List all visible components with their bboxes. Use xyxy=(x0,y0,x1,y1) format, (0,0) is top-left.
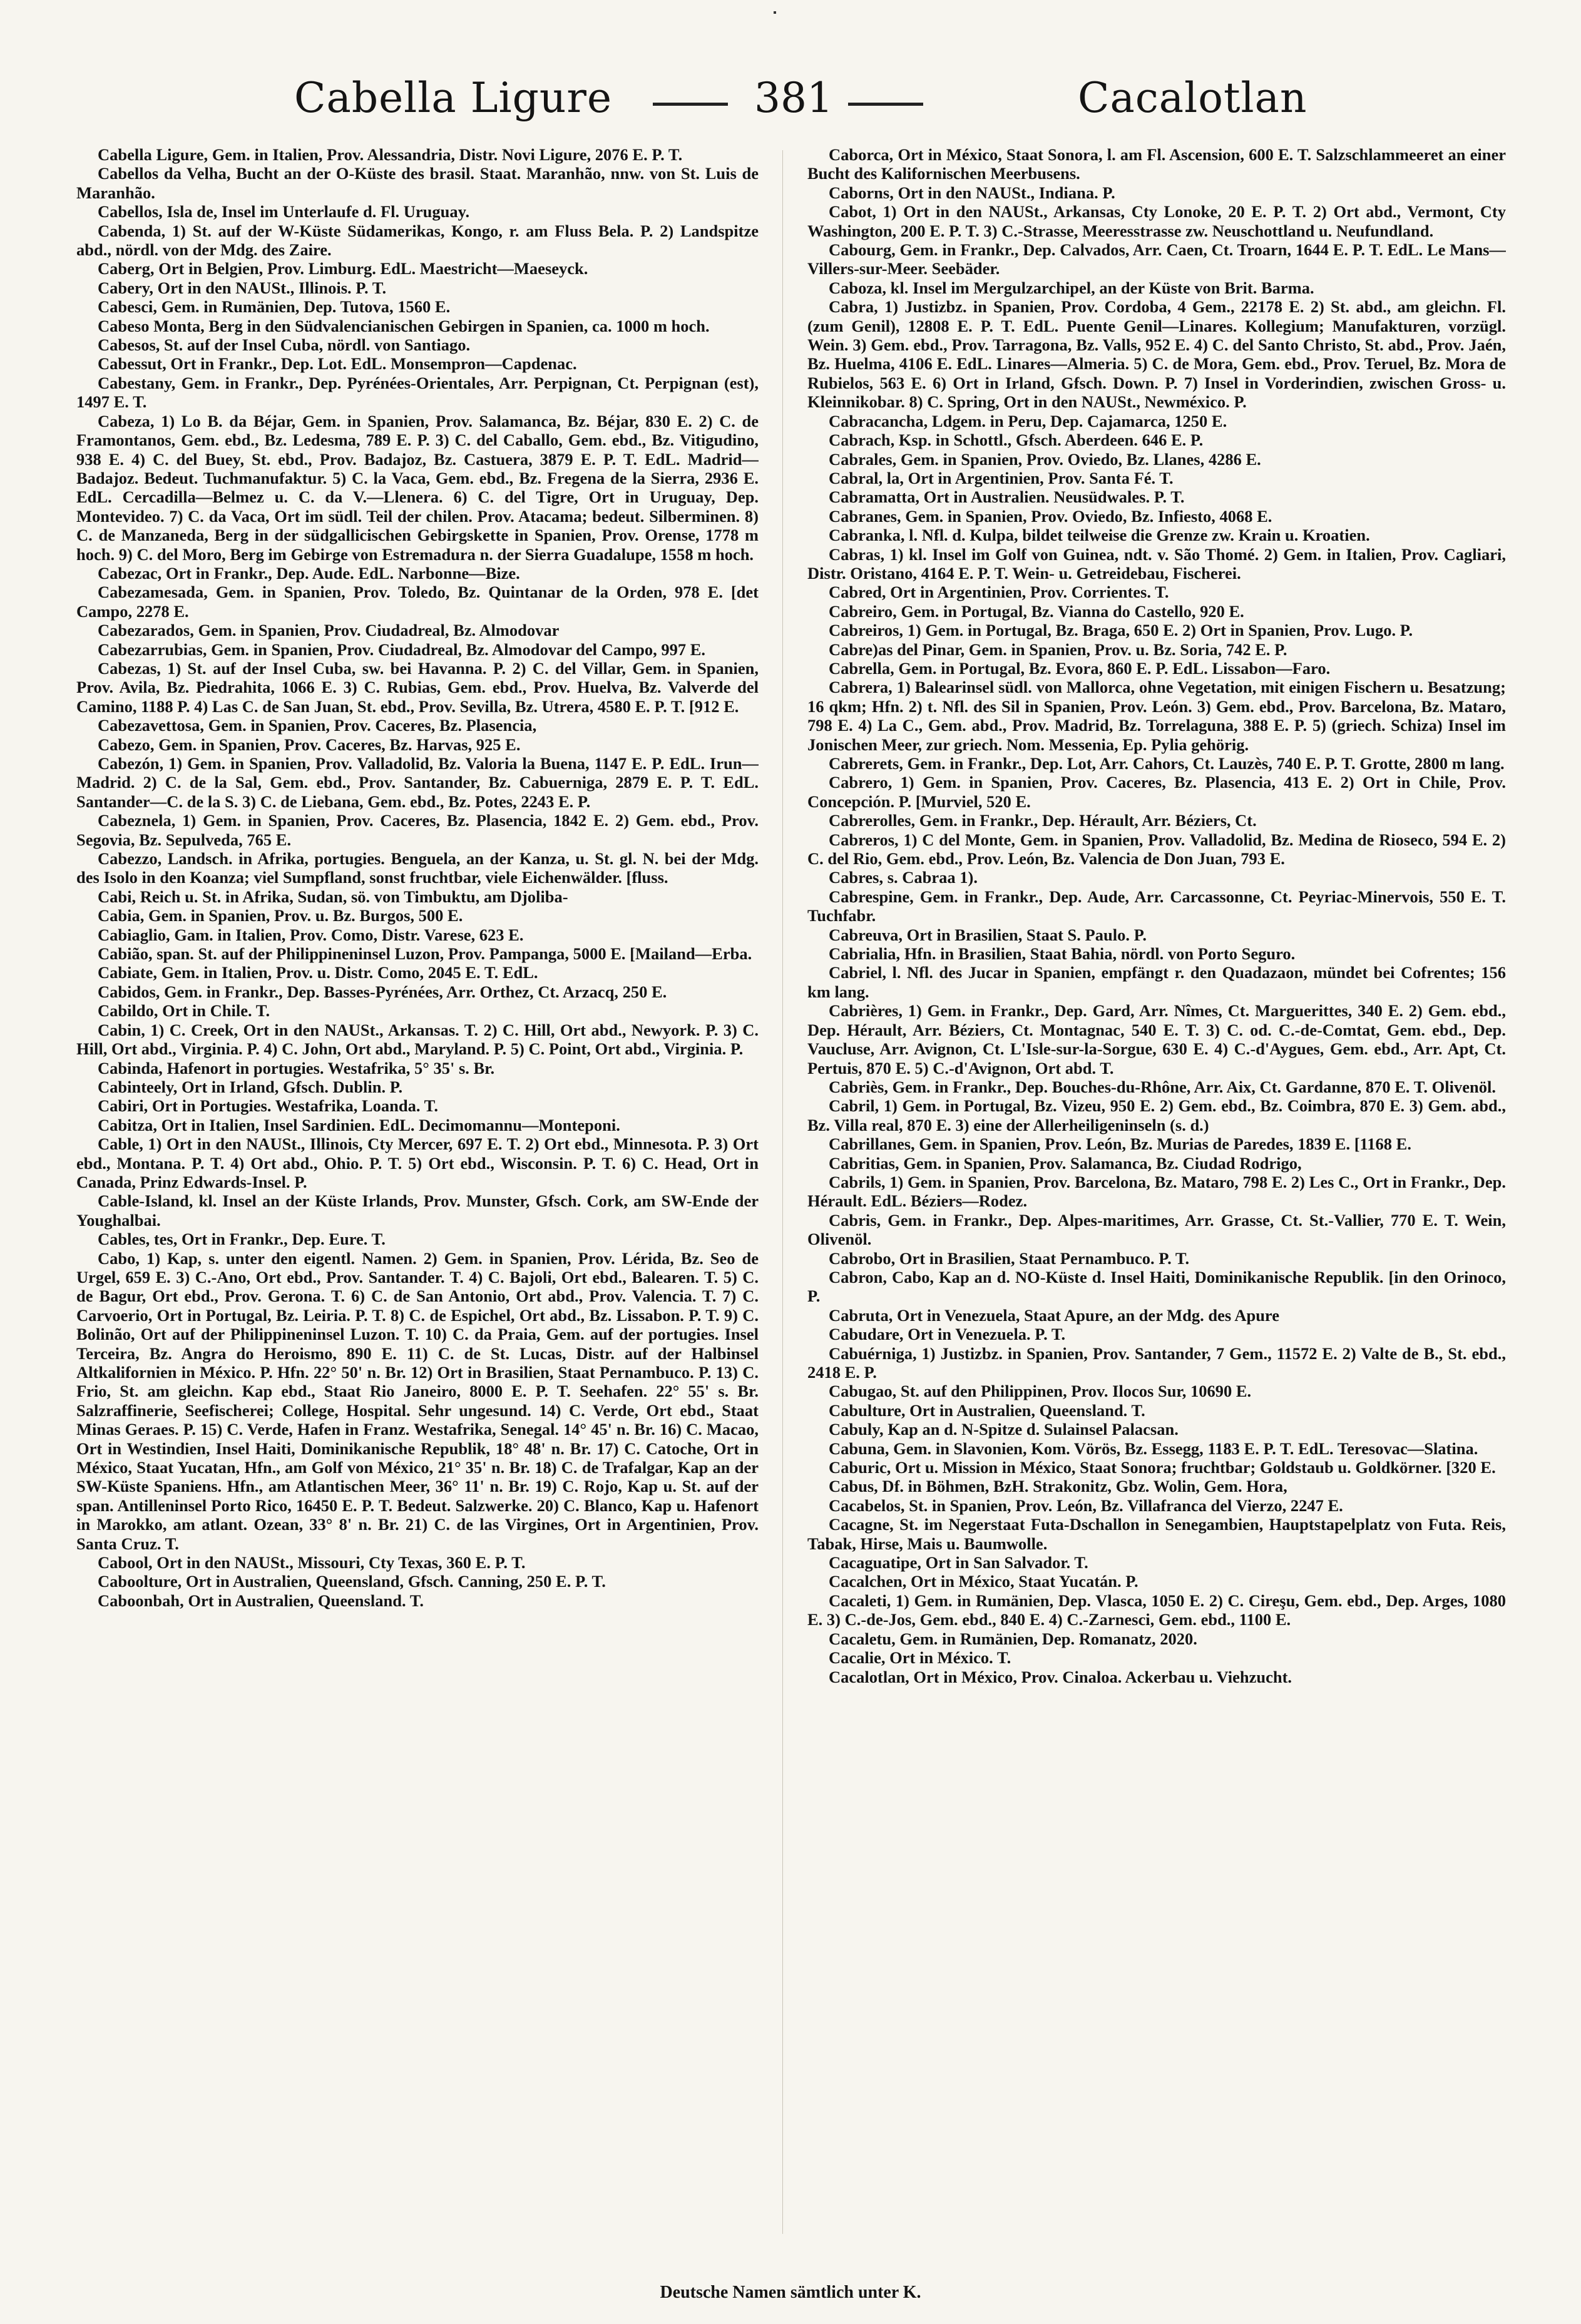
dictionary-entry: Cabool, Ort in den NAUSt., Missouri, Cty Texas, 360 E. P. T. xyxy=(98,1553,526,1572)
dictionary-entry: Cabris, Gem. in Frankr., Dep. Alpes-maritimes, Arr. Grasse, Ct. St.-Vallier, 770 E. T. Wein, Olivenöl. xyxy=(807,1210,1506,1249)
header-dash-right xyxy=(848,103,923,106)
dictionary-entry: Cabres, s. Cabraa 1). xyxy=(829,868,978,887)
dictionary-entry: Cabriès, Gem. in Frankr., Dep. Bouches-du-Rhône, Arr. Aix, Ct. Gardanne, 870 E. T. Olivenöl. xyxy=(829,1077,1496,1096)
dictionary-entry: Cabruta, Ort in Venezuela, Staat Apure, an der Mdg. des Apure xyxy=(829,1305,1279,1325)
dictionary-entry: Cable, 1) Ort in den NAUSt., Illinois, Cty Mercer, 697 E. T. 2) Ort ebd., Minnesota. P. 3) Ort ebd., Montana. P. T. 4) Ort abd., Ohio. P. T. 5) Ort ebd., Wisconsin. P. T. 6) C. Head, Ort in Canada, Prinz Edwards-Insel. P. xyxy=(76,1134,759,1191)
dictionary-entry: Cabezac, Ort in Frankr., Dep. Aude. EdL. Narbonne—Bize. xyxy=(98,563,520,583)
header-right-title: Cacalotlan xyxy=(1078,74,1307,122)
dictionary-entry: Cacaleti, 1) Gem. in Rumänien, Dep. Vlasca, 1050 E. 2) C. Cireşu, Gem. ebd., Dep. Arges, 1080 E. 3) C.-de-Jos, Gem. ebd., 840 E. 4) C.-Zarnesci, Gem. ebd., 1100 E. xyxy=(807,1591,1506,1629)
dictionary-entry: Cabi, Reich u. St. in Afrika, Sudan, sö. von Timbuktu, am Djoliba- xyxy=(98,887,568,906)
dictionary-entry: Caboonbah, Ort in Australien, Queensland. T. xyxy=(98,1591,424,1610)
dictionary-entry: Cacaletu, Gem. in Rumänien, Dep. Romanatz, 2020. xyxy=(829,1629,1197,1648)
dictionary-entry: Cabreiros, 1) Gem. in Portugal, Bz. Braga, 650 E. 2) Ort in Spanien, Prov. Lugo. P. xyxy=(829,621,1413,640)
dictionary-entry: Cabeso Monta, Berg in den Südvalencianischen Gebirgen in Spanien, ca. 1000 m hoch. xyxy=(98,316,710,335)
dictionary-entry: Caborca, Ort in México, Staat Sonora, l. am Fl. Ascension, 600 E. T. Salzschlammeeret an einer Bucht des Kalifornischen Meerbusens. xyxy=(807,145,1506,183)
column-divider xyxy=(782,150,783,2234)
dictionary-entry: Cabuly, Kap an d. N-Spitze d. Sulainsel Palacsan. xyxy=(829,1420,1179,1439)
dictionary-entry: Cacaguatipe, Ort in San Salvador. T. xyxy=(829,1553,1088,1572)
dictionary-entry: Cabesos, St. auf der Insel Cuba, nördl. von Santiago. xyxy=(98,335,471,355)
dictionary-entry: Cabo, 1) Kap, s. unter den eigentl. Namen. 2) Gem. in Spanien, Prov. Lérida, Bz. Seo de Urgel, 659 E. 3) C.-Ano, Ort ebd., Prov. Santander. T. 4) C. Bajoli, Ort ebd., Balearen. T. 5) C. de Bagur, Ort ebd., Prov. Gerona. T. 6) C. de San Antonio, Ort abd., Prov. Valencia. T. 7) C. Carvoerio, Ort in Portugal, Bz. Leiria. P. T. 8) C. de Espichel, Ort abd., Bz. Lissabon. P. T. 9) C. Bolinão, Ort auf der Philippineninsel Luzon. T. 10) C. da Praia, Gem. auf der portugies. Insel Terceira, Bz. Angra do Heroismo, 890 E. 11) C. de St. Lucas, Distr. auf der Halbinsel Altkalifornien in México. P. Hfn. 22° 50' n. Br. 12) Ort in Brasilien, Staat Pernambuco. P. 13) C. Frio, St. am gleichn. Kap ebd., Staat Rio Janeiro, 8000 E. P. T. Seehafen. 22° 55' s. Br. Salzraffinerie, Seefischerei; College, Hospital. Sehr ungesund. 14) C. Verde, Ort ebd., Staat Minas Geraes. P. 15) C. Verde, Hafen in Franz. Westafrika, Senegal. 14° 45' n. Br. 16) C. Macao, Ort in Westindien, Insel Haiti, Dominikanische Republik, 18° 48' n. Br. 17) C. Catoche, Ort in México, Staat Yucatan, Hfn., am Golf von México, 21° 35' n. Br. 18) C. de Trafalgar, Kap an der SW-Küste Spaniens. Hfn., am Atlantischen Meer, 36° 11' n. Br. 19) C. Rojo, Kap u. St. auf der span. Antilleninsel Porto Rico, 16450 E. P. T. Bedeut. Salzwerke. 20) C. Blanco, Kap u. Hafenort in Marokko, am atlant. Ozean, 33° 8' n. Br. 21) C. de las Virgines, Ort in Argentinien, Prov. Santa Cruz. T. xyxy=(76,1248,759,1553)
dictionary-entry: Caberg, Ort in Belgien, Prov. Limburg. EdL. Maestricht—Maeseyck. xyxy=(98,259,588,278)
dictionary-entry: Cabra, 1) Justizbz. in Spanien, Prov. Cordoba, 4 Gem., 22178 E. 2) St. abd., am gleichn. Fl. (zum Genil), 12808 E. P. T. EdL. Puente Genil—Linares. Kollegium; Manufakturen, vorzügl. Wein. 3) Gem. ebd., Prov. Tarragona, Bz. Valls, 952 E. 4) C. del Santo Christo, St. abd., Prov. Jaén, Bz. Huelma, 4106 E. EdL. Linares—Almeria. 5) C. de Mora, Gem. ebd., Prov. Teruel, Bz. Mora de Rubielos, 563 E. 6) Ort in Irland, Gfsch. Down. P. 7) Insel in Vorderindien, zwischen Gross- u. Kleinnikobar. 8) C. Spring, Ort in den NAUSt., Newméxico. P. xyxy=(807,297,1506,412)
dictionary-entry: Cabeza, 1) Lo B. da Béjar, Gem. in Spanien, Prov. Salamanca, Bz. Béjar, 830 E. 2) C. de Framontanos, Gem. ebd., Bz. Ledesma, 789 E. P. 3) C. del Caballo, Gem. ebd., Bz. Vitigudino, 938 E. 4) C. del Buey, St. ebd., Prov. Badajoz, Bz. Castuera, 3879 E. P. T. EdL. Madrid—Badajoz. Bedeut. Tuchmanufaktur. 5) C. la Vaca, Gem. ebd., Bz. Fregena de la Sierra, 2936 E. EdL. Cercadilla—Belmez u. C. da V.—Llenera. 6) C. del Tigre, Ort in Uruguay, Dep. Montevideo. 7) C. da Vaca, Ort im südl. Teil der chilen. Prov. Atacama; bedeut. Silberminen. 8) C. de Manzaneda, Berg in der südgallicischen Gebirgskette in Spanien, Prov. Orense, 1778 m hoch. 9) C. del Moro, Berg im Gebirge von Estremadura n. der Sierra Guadalupe, 1558 m hoch. xyxy=(76,411,759,564)
dictionary-entry: Cabezzo, Landsch. in Afrika, portugies. Benguela, an der Kanza, u. St. gl. N. bei der Mdg. des Isolo in den Koanza; viel Sumpfland, sonst fruchtbar, viele Eichenwälder. [fluss. xyxy=(76,849,759,887)
scan-mark xyxy=(774,11,776,14)
dictionary-entry: Cabessut, Ort in Frankr., Dep. Lot. EdL. Monsempron—Capdenac. xyxy=(98,354,577,374)
dictionary-entry: Cacalie, Ort in México. T. xyxy=(829,1648,1011,1668)
dictionary-entry: Cabenda, 1) St. auf der W-Küste Südamerikas, Kongo, r. am Fluss Bela. P. 2) Landspitze abd., nördl. von der Mdg. des Zaire. xyxy=(76,221,759,260)
dictionary-entry: Cabriel, l. Nfl. des Jucar in Spanien, empfängt r. den Quadazaon, mündet bei Cofrentes; 156 km lang. xyxy=(807,963,1506,1001)
dictionary-entry: Cabramatta, Ort in Australien. Neusüdwales. P. T. xyxy=(829,487,1185,507)
dictionary-entry: Cabesci, Gem. in Rumänien, Dep. Tutova, 1560 E. xyxy=(98,297,451,317)
dictionary-entry: Cabezo, Gem. in Spanien, Prov. Caceres, Bz. Harvas, 925 E. xyxy=(98,735,521,754)
dictionary-entry: Cabrespine, Gem. in Frankr., Dep. Aude, Arr. Carcassonne, Ct. Peyriac-Minervois, 550 E. T. Tuchfabr. xyxy=(807,887,1506,925)
dictionary-entry: Cabred, Ort in Argentinien, Prov. Corrientes. T. xyxy=(829,583,1169,602)
dictionary-entry: Cacalchen, Ort in México, Staat Yucatán. P. xyxy=(829,1572,1138,1591)
dictionary-entry: Caboza, kl. Insel im Mergulzarchipel, an der Küste von Brit. Barma. xyxy=(829,278,1314,297)
left-column xyxy=(76,145,759,2260)
dictionary-entry: Cabranka, l. Nfl. d. Kulpa, bildet teilweise die Grenze zw. Krain u. Kroatien. xyxy=(829,526,1370,545)
header-left-title: Cabella Ligure xyxy=(294,74,613,122)
dictionary-entry: Cabrerolles, Gem. in Frankr., Dep. Hérault, Arr. Béziers, Ct. xyxy=(829,811,1257,830)
page-footer: Deutsche Namen sämtlich unter K. xyxy=(660,2283,921,2302)
dictionary-entry: Cabreiro, Gem. in Portugal, Bz. Vianna do Castello, 920 E. xyxy=(829,601,1244,621)
dictionary-entry: Cabranes, Gem. in Spanien, Prov. Oviedo, Bz. Infiesto, 4068 E. xyxy=(829,506,1272,526)
dictionary-entry: Caboolture, Ort in Australien, Queensland, Gfsch. Canning, 250 E. P. T. xyxy=(98,1572,606,1591)
dictionary-entry: Cabus, Df. in Böhmen, BzH. Strakonitz, Gbz. Wolin, Gem. Hora, xyxy=(829,1477,1287,1496)
dictionary-entry: Cacabelos, St. in Spanien, Prov. León, Bz. Villafranca del Vierzo, 2247 E. xyxy=(829,1496,1343,1515)
dictionary-entry: Cabril, 1) Gem. in Portugal, Bz. Vizeu, 950 E. 2) Gem. ebd., Bz. Coimbra, 870 E. 3) Gem. abd., Bz. Villa real, 870 E. 3) eine der Allerheiligeninseln (s. d.) xyxy=(807,1096,1506,1134)
dictionary-entry: Caburic, Ort u. Mission in México, Staat Sonora; fruchtbar; Goldstaub u. Goldkörner. [320 E. xyxy=(829,1458,1496,1477)
dictionary-entry: Cabrach, Ksp. in Schottl., Gfsch. Aberdeen. 646 E. P. xyxy=(829,431,1204,450)
dictionary-entry: Cabitza, Ort in Italien, Insel Sardinien. EdL. Decimomannu—Monteponi. xyxy=(98,1115,620,1134)
dictionary-entry: Cabeznela, 1) Gem. in Spanien, Prov. Caceres, Bz. Plasencia, 1842 E. 2) Gem. ebd., Prov. Segovia, Bz. Sepulveda, 765 E. xyxy=(76,811,759,849)
dictionary-entry: Cabreros, 1) C del Monte, Gem. in Spanien, Prov. Valladolid, Bz. Medina de Rioseco, 594 E. 2) C. del Rio, Gem. ebd., Prov. León, Bz. Valencia de Don Juan, 793 E. xyxy=(807,830,1506,869)
dictionary-entry: Cabião, span. St. auf der Philippineninsel Luzon, Prov. Pampanga, 5000 E. [Mailand—Erba. xyxy=(98,944,752,964)
dictionary-entry: Cabin, 1) C. Creek, Ort in den NAUSt., Arkansas. T. 2) C. Hill, Ort abd., Newyork. P. 3) C. Hill, Ort abd., Virginia. P. 4) C. John, Ort abd., Maryland. P. 5) C. Point, Ort abd., Virginia. P. xyxy=(76,1020,759,1059)
dictionary-entry: Cabuna, Gem. in Slavonien, Kom. Vörös, Bz. Essegg, 1183 E. P. T. EdL. Teresovac—Slatina. xyxy=(829,1439,1478,1458)
dictionary-entry: Cabestany, Gem. in Frankr., Dep. Pyrénées-Orientales, Arr. Perpignan, Ct. Perpignan (est), 1497 E. T. xyxy=(76,373,759,412)
dictionary-entry: Cabrerets, Gem. in Frankr., Dep. Lot, Arr. Cahors, Ct. Lauzès, 740 E. P. T. Grotte, 2800 m lang. xyxy=(829,754,1505,773)
dictionary-entry: Cabrières, 1) Gem. in Frankr., Dep. Gard, Arr. Nîmes, Ct. Marguerittes, 340 E. 2) Gem. ebd., Dep. Hérault, Arr. Béziers, Ct. Montagnac, 540 E. T. 3) C. od. C.-de-Comtat, Gem. ebd., Dep. Vaucluse, Arr. Avignon, Ct. L'Isle-sur-la-Sorgue, 630 E. 4) C.-d'Aygues, Gem. ebd., Arr. Apt, Ct. Pertuis, 870 E. 5) C.-d'Avignon, Ort abd. T. xyxy=(807,1001,1506,1078)
dictionary-entry: Cacalotlan, Ort in México, Prov. Cinaloa. Ackerbau u. Viehzucht. xyxy=(829,1667,1292,1686)
dictionary-entry: Cabezas, 1) St. auf der Insel Cuba, sw. bei Havanna. P. 2) C. del Villar, Gem. in Spanien, Prov. Avila, Bz. Piedrahita, 1066 E. 3) C. Rubias, Gem. ebd., Prov. Huelva, Bz. Valverde del Camino, 1188 P. 4) Las C. de San Juan, St. ebd., Prov. Sevilla, Bz. Utrera, 4580 E. P. T. [912 E. xyxy=(76,658,759,716)
dictionary-entry: Cabinteely, Ort in Irland, Gfsch. Dublin. P. xyxy=(98,1077,403,1096)
dictionary-entry: Cabot, 1) Ort in den NAUSt., Arkansas, Cty Lonoke, 20 E. P. T. 2) Ort abd., Vermont, Cty Washington, 200 E. P. T. 3) C.-Strasse, Meeresstrasse zw. Neuschottland u. Neufundland. xyxy=(807,202,1506,240)
dictionary-entry: Cabrales, Gem. in Spanien, Prov. Oviedo, Bz. Llanes, 4286 E. xyxy=(829,449,1261,469)
dictionary-entry: Cabildo, Ort in Chile. T. xyxy=(98,1001,270,1021)
dictionary-entry: Cabezarados, Gem. in Spanien, Prov. Ciudadreal, Bz. Almodovar xyxy=(98,621,560,640)
dictionary-entry: Cabourg, Gem. in Frankr., Dep. Calvados, Arr. Caen, Ct. Troarn, 1644 E. P. T. EdL. Le Mans—Villers-sur-Meer. Seebäder. xyxy=(807,240,1506,278)
dictionary-entry: Cabritias, Gem. in Spanien, Prov. Salamanca, Bz. Ciudad Rodrigo, xyxy=(829,1153,1302,1173)
dictionary-entry: Cabras, 1) kl. Insel im Golf von Guinea, ndt. v. São Thomé. 2) Gem. in Italien, Prov. Cagliari, Distr. Oristano, 4164 E. P. T. Wein- u. Getreidebau, Fischerei. xyxy=(807,544,1506,583)
dictionary-entry: Cabinda, Hafenort in portugies. Westafrika, 5° 35' s. Br. xyxy=(98,1058,495,1078)
dictionary-entry: Cabezón, 1) Gem. in Spanien, Prov. Valladolid, Bz. Valoria la Buena, 1147 E. P. EdL. Irun—Madrid. 2) C. de la Sal, Gem. ebd., Prov. Santander, Bz. Cabuerniga, 2879 E. P. T. EdL. Santander—C. de la S. 3) C. de Liebana, Gem. ebd., Bz. Potes, 2243 E. P. xyxy=(76,754,759,811)
dictionary-entry: Cabellos, Isla de, Insel im Unterlaufe d. Fl. Uruguay. xyxy=(98,202,470,222)
page-header xyxy=(0,74,1581,149)
dictionary-entry: Cabulture, Ort in Australien, Queensland. T. xyxy=(829,1400,1145,1420)
dictionary-entry: Cabrils, 1) Gem. in Spanien, Prov. Barcelona, Bz. Mataro, 798 E. 2) Les C., Ort in Frankr., Dep. Hérault. EdL. Béziers—Rodez. xyxy=(807,1172,1506,1211)
dictionary-entry: Cabiate, Gem. in Italien, Prov. u. Distr. Como, 2045 E. T. EdL. xyxy=(98,963,538,982)
dictionary-entry: Cabiri, Ort in Portugies. Westafrika, Loanda. T. xyxy=(98,1096,439,1116)
dictionary-entry: Cabron, Cabo, Kap an d. NO-Küste d. Insel Haiti, Dominikanische Republik. [in den Orinoco, P. xyxy=(807,1267,1506,1306)
dictionary-entry: Cabellos da Velha, Bucht an der O-Küste des brasil. Staat. Maranhão, nnw. von St. Luis de Maranhão. xyxy=(76,164,759,202)
dictionary-entry: Cabrella, Gem. in Portugal, Bz. Evora, 860 E. P. EdL. Lissabon—Faro. xyxy=(829,658,1331,678)
dictionary-entry: Cabezavettosa, Gem. in Spanien, Prov. Caceres, Bz. Plasencia, xyxy=(98,716,537,735)
dictionary-entry: Cabrillanes, Gem. in Spanien, Prov. León, Bz. Murias de Paredes, 1839 E. [1168 E. xyxy=(829,1134,1411,1154)
dictionary-entry: Cabugao, St. auf den Philippinen, Prov. Ilocos Sur, 10690 E. xyxy=(829,1382,1252,1401)
dictionary-entry: Cacagne, St. im Negerstaat Futa-Dschallon in Senegambien, Hauptstapelplatz von Futa. Reis, Tabak, Hirse, Mais u. Baumwolle. xyxy=(807,1515,1506,1553)
dictionary-entry: Cabudare, Ort in Venezuela. P. T. xyxy=(829,1325,1066,1344)
dictionary-entry: Cabery, Ort in den NAUSt., Illinois. P. T. xyxy=(98,278,387,297)
dictionary-entry: Cabuérniga, 1) Justizbz. in Spanien, Prov. Santander, 7 Gem., 11572 E. 2) Valte de B., St. ebd., 2418 E. P. xyxy=(807,1343,1506,1382)
dictionary-entry: Cabidos, Gem. in Frankr., Dep. Basses-Pyrénées, Arr. Orthez, Ct. Arzacq, 250 E. xyxy=(98,982,667,1001)
dictionary-entry: Cabral, la, Ort in Argentinien, Prov. Santa Fé. T. xyxy=(829,468,1174,487)
dictionary-entry: Cabiaglio, Gam. in Italien, Prov. Como, Distr. Varese, 623 E. xyxy=(98,925,524,944)
dictionary-entry: Cabracancha, Ldgem. in Peru, Dep. Cajamarca, 1250 E. xyxy=(829,411,1227,431)
dictionary-entry: Cabrera, 1) Balearinsel südl. von Mallorca, ohne Vegetation, mit einigen Fischern u. Besatzung; 16 qkm; Hfn. 2) t. Nfl. des Sil in Spanien, Prov. León. 3) Gem. ebd., Prov. Barcelona, Bz. Mataro, 798 E. 4) La C., Gem. abd., Prov. Madrid, Bz. Torrelaguna, 388 E. P. 5) (griech. Schiza) Insel im Jonischen Meer, zur griech. Nom. Messenia, Ep. Pylia gehörig. xyxy=(807,678,1506,754)
dictionary-entry: Cabella Ligure, Gem. in Italien, Prov. Alessandria, Distr. Novi Ligure, 2076 E. P. T. xyxy=(98,145,683,164)
dictionary-entry: Cabezamesada, Gem. in Spanien, Prov. Toledo, Bz. Quintanar de la Orden, 978 E. [det Campo, 2278 E. xyxy=(76,583,759,621)
header-dash-left xyxy=(653,103,728,106)
dictionary-entry: Cable-Island, kl. Insel an der Küste Irlands, Prov. Munster, Gfsch. Cork, am SW-Ende der Youghalbai. xyxy=(76,1191,759,1230)
dictionary-entry: Cables, tes, Ort in Frankr., Dep. Eure. T. xyxy=(98,1230,386,1249)
dictionary-entry: Cabrialia, Hfn. in Brasilien, Staat Bahia, nördl. von Porto Seguro. xyxy=(829,944,1296,964)
page-number: 381 xyxy=(754,74,833,122)
dictionary-entry: Cabrero, 1) Gem. in Spanien, Prov. Caceres, Bz. Plasencia, 413 E. 2) Ort in Chile, Prov. Concepción. P. [Murviel, 520 E. xyxy=(807,773,1506,811)
dictionary-entry: Cabreuva, Ort in Brasilien, Staat S. Paulo. P. xyxy=(829,925,1147,944)
dictionary-entry: Caborns, Ort in den NAUSt., Indiana. P. xyxy=(829,183,1115,202)
dictionary-entry: Cabre)as del Pinar, Gem. in Spanien, Prov. u. Bz. Soria, 742 E. P. xyxy=(829,640,1287,659)
dictionary-entry: Cabezarrubias, Gem. in Spanien, Prov. Ciudadreal, Bz. Almodovar del Campo, 997 E. xyxy=(98,640,706,659)
dictionary-entry: Cabia, Gem. in Spanien, Prov. u. Bz. Burgos, 500 E. xyxy=(98,906,463,925)
right-column xyxy=(807,145,1506,2260)
dictionary-entry: Cabrobo, Ort in Brasilien, Staat Pernambuco. P. T. xyxy=(829,1248,1190,1268)
